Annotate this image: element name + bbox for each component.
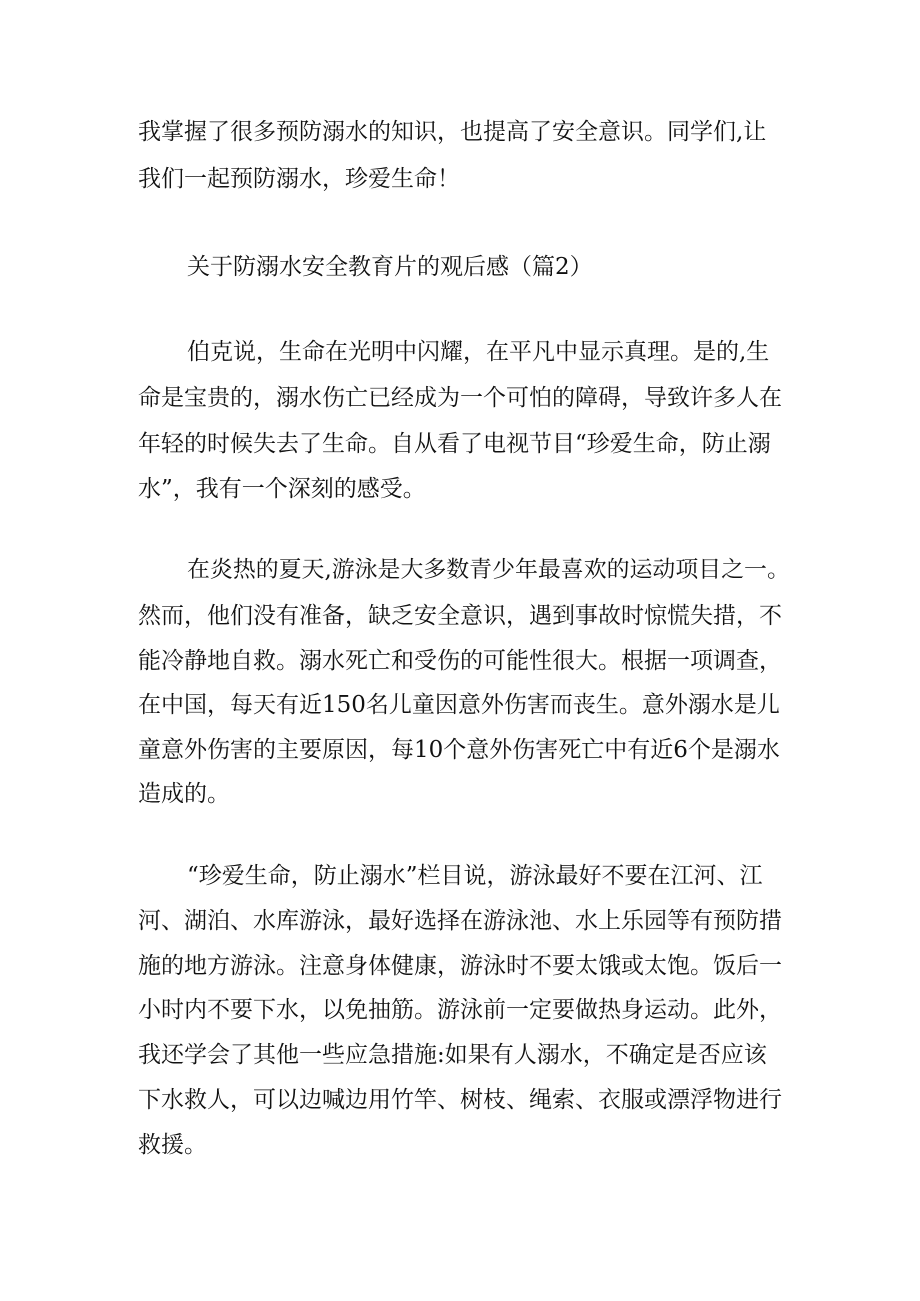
text-line: 命是宝贵的，溺水伤亡已经成为一个可怕的障碍，导致许多人在 <box>138 385 782 411</box>
text-line: “珍爱生命，防止溺水”栏目说，游泳最好不要在江河、江 <box>187 863 763 889</box>
section-title-text: 关于防溺水安全教育片的观后感（篇2） <box>187 254 593 280</box>
text-line: 造成的。 <box>138 781 230 807</box>
text-line: 下水救人，可以边喊边用竹竿、树枝、绳索、衣服或漂浮物进行 <box>138 1087 782 1113</box>
text-line: 能冷静地自救。溺水死亡和受伤的可能性很大。根据一项调查， <box>138 648 782 674</box>
text-line: 年轻的时候失去了生命。自从看了电视节目“珍爱生命，防止溺 <box>138 431 771 457</box>
text-line: 救援。 <box>138 1132 207 1158</box>
text-line: 我掌握了很多预防溺水的知识，也提高了安全意识。同学们,让 <box>138 119 767 145</box>
text-line: 在炎热的夏天,游泳是大多数青少年最喜欢的运动项目之一。 <box>187 557 790 583</box>
text-line: 小时内不要下水，以免抽筋。游泳前一定要做热身运动。此外， <box>138 997 782 1023</box>
text-line: 在中国，每天有近150名儿童因意外伤害而丧生。意外溺水是儿 <box>138 692 780 718</box>
text-line: 然而，他们没有准备，缺乏安全意识，遇到事故时惊慌失措，不 <box>138 603 782 629</box>
text-line: 河、湖泊、水库游泳，最好选择在游泳池、水上乐园等有预防措 <box>138 908 782 934</box>
text-line: 我们一起预防溺水，珍爱生命！ <box>138 166 460 192</box>
text-line: 伯克说，生命在光明中闪耀，在平凡中显示真理。是的,生 <box>187 339 770 365</box>
text-line: 我还学会了其他一些应急措施:如果有人溺水，不确定是否应该 <box>138 1042 767 1068</box>
text-line: 童意外伤害的主要原因，每10个意外伤害死亡中有近6个是溺水 <box>138 737 780 763</box>
text-line: 施的地方游泳。注意身体健康，游泳时不要太饿或太饱。饭后一 <box>138 953 782 979</box>
text-line: 水”，我有一个深刻的感受。 <box>138 476 426 502</box>
